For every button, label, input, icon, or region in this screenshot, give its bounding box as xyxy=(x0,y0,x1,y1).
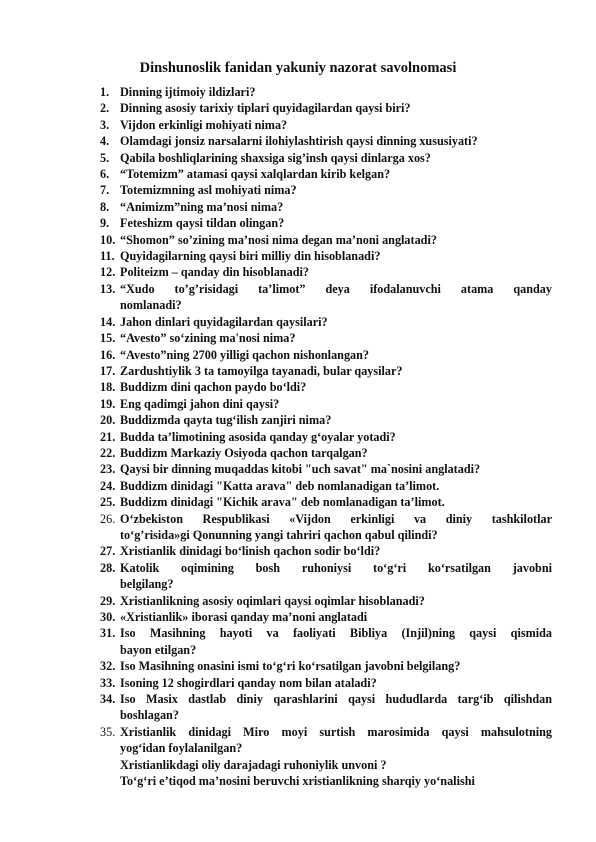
question-number: 16. xyxy=(100,347,116,362)
question-number: 14. xyxy=(100,314,116,329)
question-item xyxy=(100,215,552,231)
question-text-continuation: belgilang? xyxy=(120,577,174,592)
question-item xyxy=(100,773,552,789)
question-item xyxy=(100,84,552,100)
question-number: 8. xyxy=(100,199,110,214)
question-number: 27. xyxy=(100,544,116,559)
question-number: 7. xyxy=(100,183,110,198)
question-number: 1. xyxy=(100,85,110,99)
question-number: 34. xyxy=(100,692,116,707)
question-item xyxy=(100,379,552,395)
question-item xyxy=(100,264,552,280)
question-number: 24. xyxy=(100,478,116,493)
question-text: Buddizm dinidagi "Katta arava" deb nomlanadigan ta’limot. xyxy=(120,478,440,493)
question-item xyxy=(100,248,552,264)
question-text: Iso Masix dastlab diniy qarashlarini qaysi hududlarda targ‘ib qilishdan xyxy=(120,692,552,707)
question-item xyxy=(100,494,552,510)
question-text: Qabila boshliqlarining shaxsiga sig’insh qaysi dinlarga xos? xyxy=(120,150,431,165)
question-item xyxy=(100,560,552,593)
question-text: Zardushtiylik 3 ta tamoyilga tayanadi, bular qaysilar? xyxy=(120,363,403,378)
question-text: Iso Masihning onasini ismi to‘g‘ri ko‘rsatilgan javobni belgilang? xyxy=(120,659,461,674)
question-text: Xristianlik dinidagi bo‘linish qachon sodir bo‘ldi? xyxy=(120,544,381,559)
question-item xyxy=(100,429,552,445)
question-item xyxy=(100,478,552,494)
question-item xyxy=(100,625,552,658)
question-item xyxy=(100,675,552,691)
question-text: Dinning asosiy tarixiy tiplari quyidagilardan qaysi biri? xyxy=(120,101,411,116)
question-number: 35. xyxy=(100,724,116,739)
question-text: Totemizmning asl mohiyati nima? xyxy=(120,183,297,198)
question-item xyxy=(100,412,552,428)
question-text: Buddizm Markaziy Osiyoda qachon tarqalgan? xyxy=(120,445,368,460)
question-item xyxy=(100,232,552,248)
question-text: Buddizm dinidagi "Kichik arava" deb nomlanadigan ta’limot. xyxy=(120,495,445,510)
question-item xyxy=(100,347,552,363)
question-text: Vijdon erkinligi mohiyati nima? xyxy=(120,117,288,132)
question-item xyxy=(100,609,552,625)
question-number: 9. xyxy=(100,216,110,231)
question-item xyxy=(100,445,552,461)
question-number: 23. xyxy=(100,462,116,477)
question-text: “Animizm”ning ma’nosi nima? xyxy=(120,199,284,214)
question-text-continuation: nomlanadi? xyxy=(120,298,182,313)
question-text: “Avesto”ning 2700 yilligi qachon nishonlangan? xyxy=(120,347,370,362)
question-number: 15. xyxy=(100,331,116,346)
question-item xyxy=(100,511,552,544)
question-number: 20. xyxy=(100,413,116,428)
question-text: «Xristianlik» iborasi qanday ma’noni anglatadi xyxy=(120,610,368,624)
question-text: “Totemizm” atamasi qaysi xalqlardan kirib kelgan? xyxy=(120,167,391,182)
question-text-continuation: yog‘idan foylalanilgan? xyxy=(120,741,243,756)
question-text: “Xudo to’g’risidagi ta’limot” deya ifodalanuvchi atama qanday xyxy=(120,281,552,296)
question-text: Xristianlik dinidagi Miro moyi surtish marosimida qaysi mahsulotning xyxy=(120,724,552,739)
question-text: Budda ta’limotining asosida qanday g‘oyalar yotadi? xyxy=(120,429,396,444)
question-number: 33. xyxy=(100,675,116,690)
question-item xyxy=(100,281,552,314)
question-number: 2. xyxy=(100,101,110,116)
question-text: Qaysi bir dinning muqaddas kitobi "uch savat" ma`nosini anglatadi? xyxy=(120,462,481,477)
question-number: 19. xyxy=(100,396,116,411)
question-number: 25. xyxy=(100,495,116,510)
question-item xyxy=(100,363,552,379)
question-text: Buddizm dini qachon paydo bo‘ldi? xyxy=(120,380,307,395)
question-text: O‘zbekiston Respublikasi «Vijdon erkinligi va diniy tashkilotlar xyxy=(120,511,552,526)
question-number: 6. xyxy=(100,167,110,182)
question-text: Xristianlikdagi oliy darajadagi ruhoniylik unvoni ? xyxy=(120,757,387,772)
question-text: Katolik oqimining bosh ruhoniysi to‘g‘ri ko‘rsatilgan javobni xyxy=(120,560,552,575)
question-item xyxy=(100,314,552,330)
question-number: 3. xyxy=(100,117,110,132)
question-text: Dinning ijtimoiy ildizlari? xyxy=(120,85,256,99)
question-text: Politeizm – qanday din hisoblanadi? xyxy=(120,265,309,280)
question-text: “Avesto” so‘zining ma'nosi nima? xyxy=(120,331,296,346)
question-text: Feteshizm qaysi tildan olingan? xyxy=(120,216,285,231)
question-item xyxy=(100,150,552,166)
question-list xyxy=(100,84,552,789)
question-item xyxy=(100,100,552,116)
question-text: To‘g‘ri e’tiqod ma’nosini beruvchi xristianlikning sharqiy yo‘nalishi xyxy=(120,774,475,789)
question-number: 22. xyxy=(100,445,116,460)
question-number: 18. xyxy=(100,380,116,395)
question-item xyxy=(100,182,552,198)
question-number: 4. xyxy=(100,134,110,149)
question-text: Isoning 12 shogirdlari qanday nom bilan ataladi? xyxy=(120,675,377,690)
question-number: 13. xyxy=(100,281,116,296)
question-number: 17. xyxy=(100,363,116,378)
question-number: 12. xyxy=(100,265,116,280)
question-item xyxy=(100,133,552,149)
question-item xyxy=(100,461,552,477)
question-number: 26. xyxy=(100,511,116,526)
question-item xyxy=(100,658,552,674)
question-item xyxy=(100,199,552,215)
question-text: Xristianlikning asosiy oqimlari qaysi oqimlar hisoblanadi? xyxy=(120,593,425,608)
question-number: 11. xyxy=(100,249,115,264)
question-item xyxy=(100,330,552,346)
question-text: Iso Masihning hayoti va faoliyati Bibliya (Injil)ning qaysi qismida xyxy=(120,626,552,641)
question-text: Jahon dinlari quyidagilardan qaysilari? xyxy=(120,314,328,329)
question-text: Quyidagilarning qaysi biri milliy din hisoblanadi? xyxy=(120,249,381,264)
question-item xyxy=(100,396,552,412)
question-number: 29. xyxy=(100,593,116,608)
question-text: Olamdagi jonsiz narsalarni ilohiylashtirish qaysi dinning xususiyati? xyxy=(120,134,478,149)
question-number: 32. xyxy=(100,659,116,674)
question-number: 5. xyxy=(100,150,110,165)
question-text-continuation: boshlagan? xyxy=(120,708,179,723)
question-item xyxy=(100,117,552,133)
question-item xyxy=(100,691,552,724)
document-title: Dinshunoslik fanidan yakuniy nazorat savolnomasi xyxy=(139,60,457,76)
question-text-continuation: to‘g’risida»gi Qonunning yangi tahriri qachon qabul qilindi? xyxy=(120,527,438,542)
question-item xyxy=(100,593,552,609)
question-item xyxy=(100,724,552,757)
question-number: 28. xyxy=(100,560,116,575)
question-text: “Shomon” so’zining ma’nosi nima degan ma’noni anglatadi? xyxy=(120,232,437,247)
question-number: 10. xyxy=(100,232,116,247)
question-text: Buddizmda qayta tug‘ilish zanjiri nima? xyxy=(120,413,332,428)
question-item xyxy=(100,166,552,182)
question-item xyxy=(100,757,552,773)
question-number: 30. xyxy=(100,610,116,624)
question-item xyxy=(100,543,552,559)
question-number: 31. xyxy=(100,626,116,641)
question-text-continuation: bayon etilgan? xyxy=(120,642,197,657)
question-text: Eng qadimgi jahon dini qaysi? xyxy=(120,396,280,411)
question-number: 21. xyxy=(100,429,116,444)
